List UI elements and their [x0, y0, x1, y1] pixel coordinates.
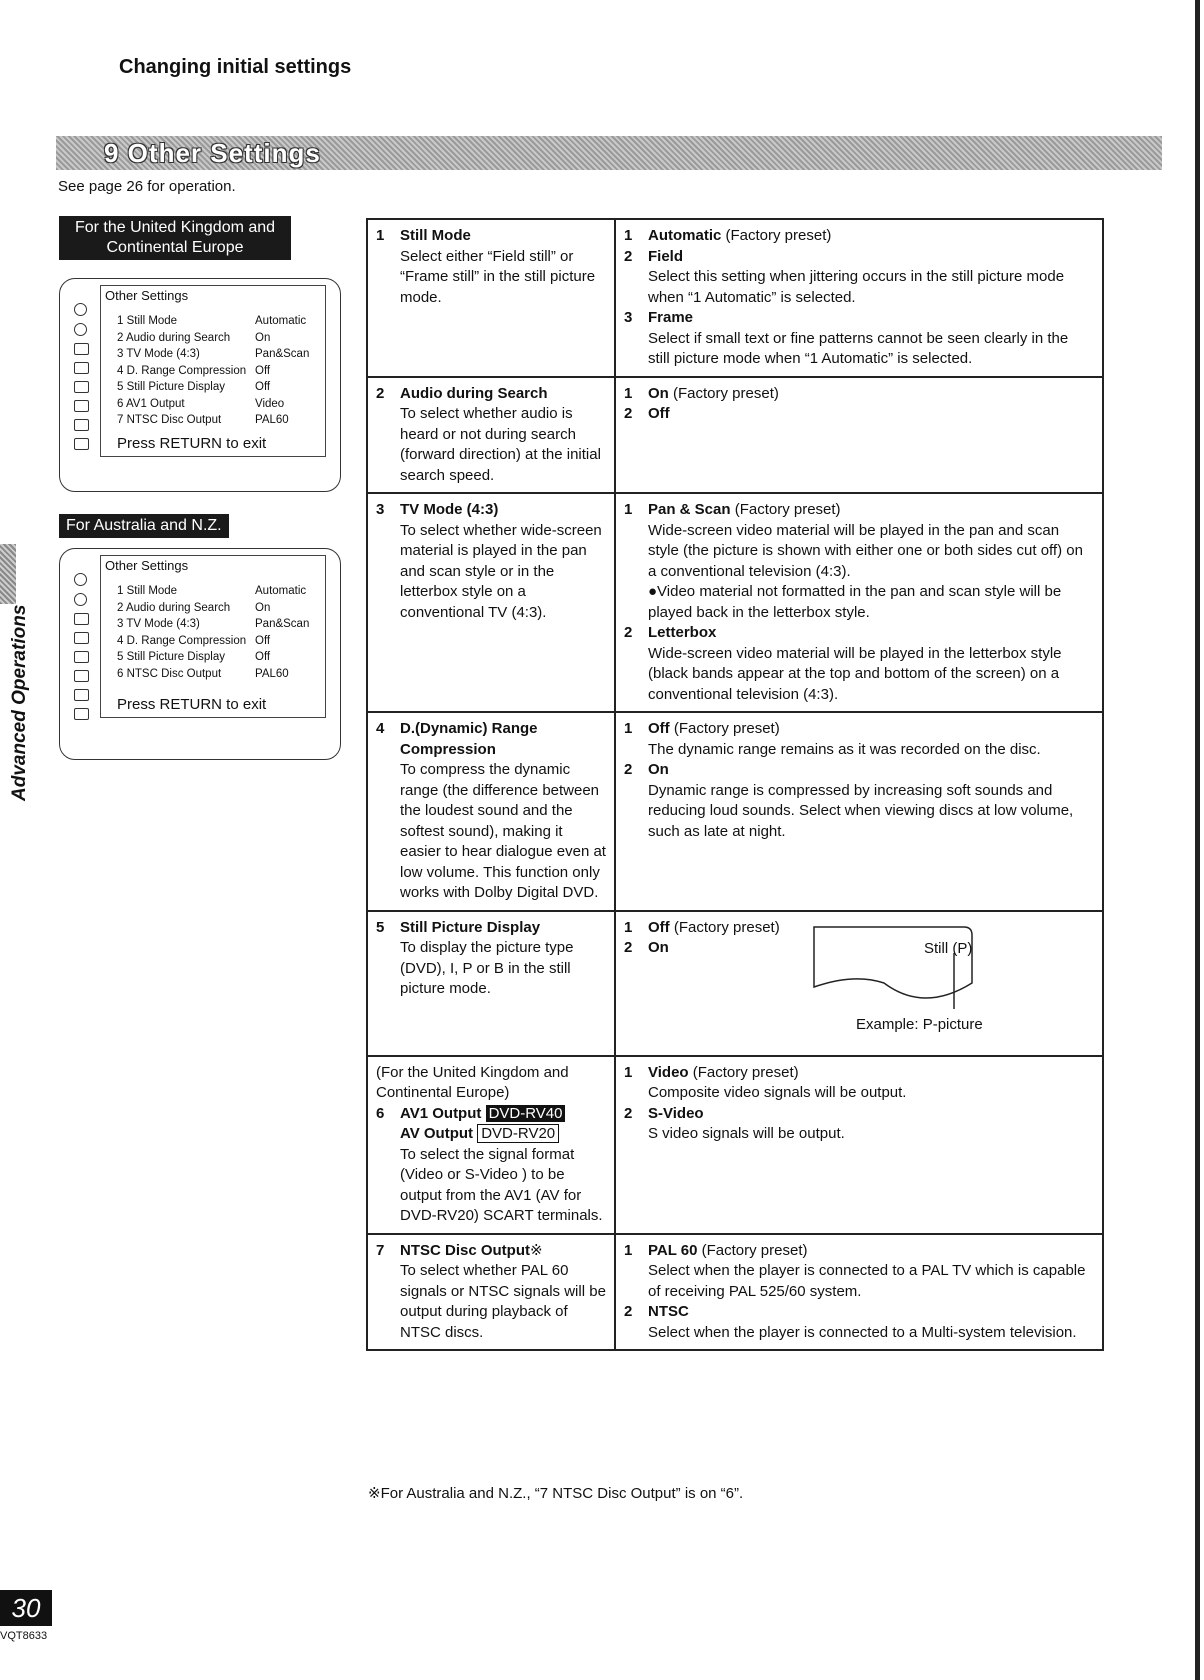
option-number: 2	[624, 624, 633, 641]
options-cell	[615, 493, 1103, 712]
osd-rows	[101, 583, 325, 682]
option-item	[624, 1104, 1094, 1145]
option-number: 2	[624, 1104, 633, 1122]
option-item	[624, 1302, 1094, 1343]
option-title	[648, 247, 1094, 268]
section-banner	[56, 136, 1162, 170]
setting-title-text: NTSC Disc Output	[400, 1241, 530, 1259]
setting-row	[367, 493, 1103, 712]
option-number: 2	[624, 247, 633, 265]
option-description: Select when the player is connected to a Multi-system television.	[648, 1323, 1077, 1341]
option-body	[648, 247, 1094, 309]
option-description: Wide-screen video material will be played in the pan and scan style (the picture is shown with either one or both sides cut off) on a conventional television (4:3).	[648, 521, 1083, 580]
page-title: Changing initial settings	[119, 56, 352, 78]
osd-row-name: 4 D. Range Compression	[117, 634, 247, 647]
setting-cell	[367, 911, 615, 1056]
option-item	[624, 308, 1094, 370]
setting-number: 4	[376, 720, 385, 737]
option-body	[648, 1241, 1094, 1303]
setting-number: 7	[376, 1241, 385, 1259]
osd-row-name: 2 Audio during Search	[117, 331, 231, 344]
option-number: 1	[624, 501, 633, 518]
osd-exit-hint: Press RETURN to exit	[117, 434, 267, 452]
option-title	[648, 384, 1094, 405]
setting-item	[376, 500, 606, 623]
option-note: (Factory preset)	[730, 501, 841, 518]
setting-number: 6	[376, 1104, 385, 1122]
setting-title	[400, 1104, 606, 1125]
option-number: 1	[624, 384, 633, 402]
option-body	[648, 226, 1094, 247]
osd-row	[101, 363, 325, 380]
model-tag: DVD-RV20	[477, 1124, 559, 1143]
option-note: (Factory preset)	[697, 1241, 808, 1259]
option-body	[648, 1302, 1094, 1343]
options-cell	[615, 911, 1103, 1056]
setting-title-text: Audio during Search	[400, 384, 548, 402]
setting-body	[400, 1241, 606, 1344]
option-description: Select when the player is connected to a PAL TV which is capable of receiving PAL 525/60 system.	[648, 1262, 1086, 1300]
page-number: 30	[0, 1590, 52, 1626]
setting-item	[376, 1104, 606, 1227]
setting-cell	[367, 493, 615, 712]
option-number: 2	[624, 939, 633, 956]
setting-cell	[367, 377, 615, 494]
option-title	[648, 308, 1094, 329]
osd-row-name: 3 TV Mode (4:3)	[117, 618, 200, 630]
osd-screen-uk	[59, 278, 341, 492]
option-name: Frame	[648, 309, 694, 326]
option-body	[648, 1104, 1094, 1145]
setting-description: To select whether PAL 60 signals or NTSC signals will be output during playback of NTSC discs.	[400, 1262, 606, 1341]
option-number: 1	[624, 1063, 633, 1081]
options-cell	[615, 712, 1103, 911]
side-section-label: Advanced Operations	[9, 604, 30, 801]
region-label-au: For Australia and N.Z.	[59, 514, 229, 538]
example-caption: Example: P-picture	[856, 1015, 983, 1033]
option-description: Composite video signals will be output.	[648, 1084, 907, 1101]
osd-row-value: Off	[255, 651, 271, 663]
setting-title-alt	[400, 1124, 606, 1145]
option-title	[648, 404, 1094, 425]
osd-row-value: Off	[255, 634, 271, 647]
setting-title	[400, 1241, 606, 1262]
osd-rows	[101, 313, 325, 429]
osd-screen-au	[59, 548, 341, 760]
option-item	[624, 719, 1094, 760]
option-name: Off	[648, 918, 670, 936]
option-name: NTSC	[648, 1303, 689, 1320]
osd-row-value: On	[255, 601, 271, 614]
setting-number: 2	[376, 384, 385, 402]
section-title: 9 Other Settings	[104, 138, 321, 168]
option-name: On	[648, 761, 669, 778]
option-name: Off	[648, 720, 670, 737]
option-number: 1	[624, 720, 633, 737]
setting-row	[367, 1056, 1103, 1234]
options-cell	[615, 219, 1103, 377]
option-name: On	[648, 384, 669, 402]
option-name: On	[648, 939, 669, 956]
osd-row-value: PAL60	[255, 667, 289, 680]
option-number: 2	[624, 405, 633, 422]
setting-number: 1	[376, 227, 385, 244]
setting-description: To select whether audio is heard or not during search (forward direction) at the initial search speed.	[400, 405, 601, 484]
setting-number: 3	[376, 501, 385, 518]
osd-row	[101, 396, 325, 413]
osd-row	[101, 633, 325, 650]
setting-row	[367, 712, 1103, 911]
osd-row-value: Video	[255, 397, 285, 410]
setting-body	[400, 500, 606, 623]
setting-title	[400, 500, 606, 521]
option-item	[624, 1241, 1094, 1303]
option-body	[648, 719, 1094, 760]
osd-row	[101, 330, 325, 347]
setting-description: To display the picture type (DVD), I, P or B in the still picture mode.	[400, 939, 574, 997]
osd-row-name: 6 NTSC Disc Output	[117, 667, 222, 680]
osd-row-name: 4 D. Range Compression	[117, 364, 247, 377]
osd-row-value: PAL60	[255, 414, 289, 426]
setting-title	[400, 719, 606, 760]
option-description: Select this setting when jittering occurs in the still picture mode when “1 Automatic” is selected.	[648, 268, 1065, 306]
option-title	[648, 719, 1094, 740]
option-body	[648, 404, 1094, 425]
option-number: 1	[624, 1241, 633, 1259]
document-code: VQT8633	[0, 1630, 48, 1642]
setting-title-text: AV Output	[400, 1125, 474, 1142]
setting-title-text: AV1 Output	[400, 1104, 482, 1122]
setting-region-note: (For the United Kingdom and Continental Europe)	[376, 1063, 569, 1101]
option-number: 3	[624, 309, 633, 326]
option-name: S-Video	[648, 1104, 704, 1122]
region-label-uk: For the United Kingdom and Continental Europe	[59, 216, 291, 260]
setting-row	[367, 911, 1103, 1056]
osd-row-name: 1 Still Mode	[117, 585, 178, 597]
still-illus-label: Still (P)	[924, 939, 973, 957]
osd-row	[101, 379, 325, 396]
option-name: Field	[648, 247, 684, 265]
option-item	[624, 226, 1094, 247]
option-description: Dynamic range is compressed by increasing soft sounds and reducing loud sounds. Select when viewing discs at low volume, such as late at night.	[648, 781, 1074, 840]
option-item	[624, 1063, 1094, 1104]
option-body	[648, 384, 1094, 405]
option-bullet: ●Video material not formatted in the pan and scan style will be played back in the letterbox style.	[648, 583, 1062, 621]
option-item	[624, 760, 1094, 842]
osd-panel	[100, 285, 326, 457]
setting-number: 5	[376, 918, 385, 936]
option-name: Automatic	[648, 227, 722, 244]
setting-body	[400, 719, 606, 904]
footnote-mark: ※	[530, 1241, 543, 1259]
option-title	[648, 1104, 1094, 1125]
osd-row	[101, 649, 325, 666]
osd-row-name: 5 Still Picture Display	[117, 651, 226, 663]
setting-cell	[367, 712, 615, 911]
intro-text: See page 26 for operation.	[58, 178, 236, 195]
setting-title-text: Still Picture Display	[400, 918, 541, 936]
option-note: (Factory preset)	[669, 918, 780, 936]
setting-cell	[367, 1234, 615, 1351]
remote-icons	[72, 573, 92, 727]
option-description: S video signals will be output.	[648, 1125, 845, 1142]
option-body	[648, 500, 1094, 623]
setting-row	[367, 219, 1103, 377]
option-body	[648, 1063, 1094, 1104]
option-number: 2	[624, 1303, 633, 1320]
osd-exit-hint: Press RETURN to exit	[117, 696, 267, 713]
remote-icons	[72, 303, 92, 457]
option-body	[648, 760, 1094, 842]
option-note: (Factory preset)	[688, 1063, 799, 1081]
setting-item	[376, 1241, 606, 1344]
osd-row	[101, 346, 325, 363]
osd-row-value: Off	[255, 381, 271, 393]
osd-row-name: 3 TV Mode (4:3)	[117, 348, 200, 360]
side-tab-marker	[0, 544, 16, 604]
setting-cell	[367, 1056, 615, 1234]
setting-body	[400, 226, 606, 308]
osd-row	[101, 412, 325, 429]
option-description: Wide-screen video material will be played in the letterbox style (black bands appear at the top and bottom of the screen) on a conventional television (4:3).	[648, 644, 1062, 703]
osd-panel	[100, 555, 326, 718]
setting-description: To compress the dynamic range (the difference between the loudest sound and the softest sound), making it easier to hear dialogue even at low volume. This function only works with Dolby Digital DVD.	[400, 761, 606, 901]
option-item	[624, 623, 1094, 705]
osd-row-name: 7 NTSC Disc Output	[117, 414, 222, 426]
setting-row	[367, 1234, 1103, 1351]
option-body	[648, 623, 1094, 705]
option-note: (Factory preset)	[669, 720, 780, 737]
option-number: 1	[624, 918, 633, 936]
option-item	[624, 500, 1094, 623]
osd-title: Other Settings	[105, 288, 189, 303]
option-title	[648, 1063, 1094, 1084]
osd-row-value: On	[255, 331, 271, 344]
option-title	[648, 760, 1094, 781]
footnote: ※For Australia and N.Z., “7 NTSC Disc Output” is on “6”.	[368, 1485, 744, 1502]
setting-title-text: Still Mode	[400, 227, 471, 244]
osd-row	[101, 313, 325, 330]
setting-title	[400, 918, 606, 939]
setting-item	[376, 918, 606, 1000]
osd-row	[101, 666, 325, 683]
osd-row-value: Pan&Scan	[255, 618, 310, 630]
setting-title-text: D.(Dynamic) Range Compression	[400, 720, 538, 758]
options-cell	[615, 377, 1103, 494]
option-name: Letterbox	[648, 624, 717, 641]
edge-rule	[1195, 0, 1200, 1680]
option-item	[624, 384, 1094, 405]
model-tag: DVD-RV40	[486, 1105, 566, 1122]
option-number: 2	[624, 761, 633, 778]
setting-description: To select the signal format (Video or S-Video ) to be output from the AV1 (AV for DVD-RV20) SCART terminals.	[400, 1145, 603, 1224]
setting-body	[400, 384, 606, 487]
options-cell	[615, 1234, 1103, 1351]
osd-title: Other Settings	[105, 558, 189, 573]
option-title	[648, 1302, 1094, 1323]
option-item	[624, 247, 1094, 309]
osd-row-value: Automatic	[255, 315, 307, 327]
setting-row	[367, 377, 1103, 494]
osd-row-name: 6 AV1 Output	[117, 397, 185, 410]
option-title	[648, 1241, 1094, 1262]
options-cell	[615, 1056, 1103, 1234]
setting-body	[400, 1104, 606, 1227]
setting-item	[376, 719, 606, 904]
osd-row-value: Pan&Scan	[255, 348, 310, 360]
option-name: Pan & Scan	[648, 501, 731, 518]
setting-title	[400, 226, 606, 247]
osd-row	[101, 616, 325, 633]
option-note: (Factory preset)	[668, 384, 779, 402]
setting-description: To select whether wide-screen material is played in the pan and scan style or in the letterbox style on a conventional TV (4:3).	[400, 521, 602, 621]
option-item	[624, 404, 1094, 425]
osd-row	[101, 583, 325, 600]
option-name: Off	[648, 405, 670, 422]
setting-title-text: TV Mode (4:3)	[400, 501, 499, 518]
option-description: The dynamic range remains as it was recorded on the disc.	[648, 740, 1041, 758]
setting-title	[400, 384, 606, 405]
settings-table	[366, 218, 1104, 1351]
setting-body	[400, 918, 606, 1000]
option-name: PAL 60	[648, 1241, 698, 1259]
osd-row	[101, 600, 325, 617]
option-title	[648, 500, 1094, 521]
osd-row-name: 5 Still Picture Display	[117, 381, 226, 393]
option-title	[648, 226, 1094, 247]
option-title	[648, 623, 1094, 644]
osd-row-value: Automatic	[255, 585, 307, 597]
setting-cell	[367, 219, 615, 377]
option-name: Video	[648, 1063, 689, 1081]
setting-item	[376, 226, 606, 308]
option-body	[648, 308, 1094, 370]
setting-description: Select either “Field still” or “Frame still” in the still picture mode.	[400, 247, 596, 306]
setting-item	[376, 384, 606, 487]
option-note: (Factory preset)	[721, 227, 832, 244]
osd-row-name: 2 Audio during Search	[117, 601, 231, 614]
osd-row-name: 1 Still Mode	[117, 315, 178, 327]
option-description: Select if small text or fine patterns cannot be seen clearly in the still picture mode when “1 Automatic” is selected.	[648, 329, 1069, 367]
osd-row-value: Off	[255, 364, 271, 377]
option-number: 1	[624, 227, 633, 244]
